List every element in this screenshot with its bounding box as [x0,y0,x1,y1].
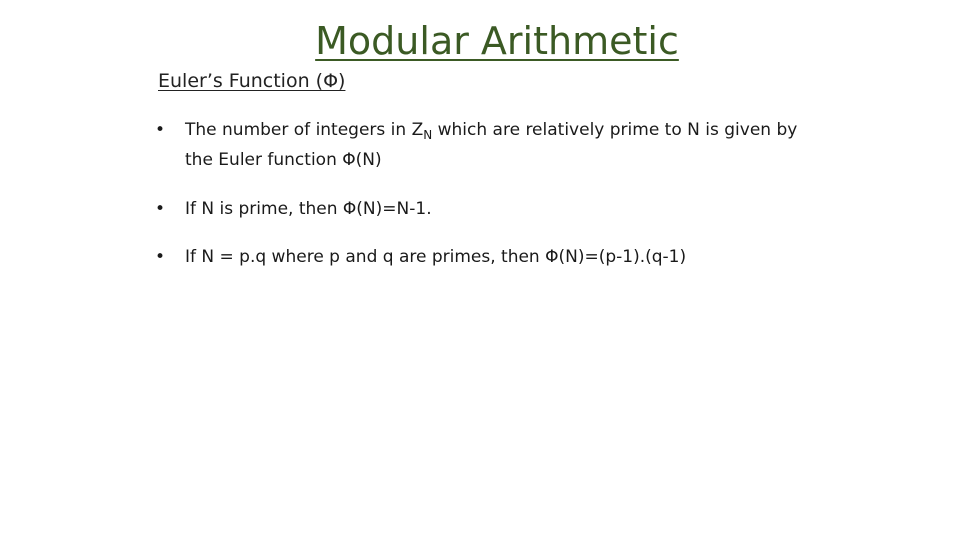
slide-title-text: Modular Arithmetic [315,19,679,63]
bullet-text-2: If N is prime, then Φ(N)=N-1. [185,199,432,219]
bullet-text-1b: which are relatively prime to N is given by the Euler function Φ(N) [185,120,798,170]
slide-title [0,16,960,66]
bullet-dot-icon: • [155,199,166,219]
bullet-text-1a: The number of integers in Z [185,120,424,140]
bullet-dot-icon: • [155,120,166,140]
section-heading: Euler’s Function (Φ) [158,70,346,92]
bullet-item-1 [155,118,805,173]
bullet-item-2 [155,197,805,222]
bullet-list [155,118,805,270]
bullet-text-3: If N = p.q where p and q are primes, then Φ(N)=(p-1).(q-1) [185,247,687,267]
bullet-dot-icon: • [155,247,166,267]
bullet-item-3 [155,245,805,270]
bullet-subscript: N [423,128,433,142]
